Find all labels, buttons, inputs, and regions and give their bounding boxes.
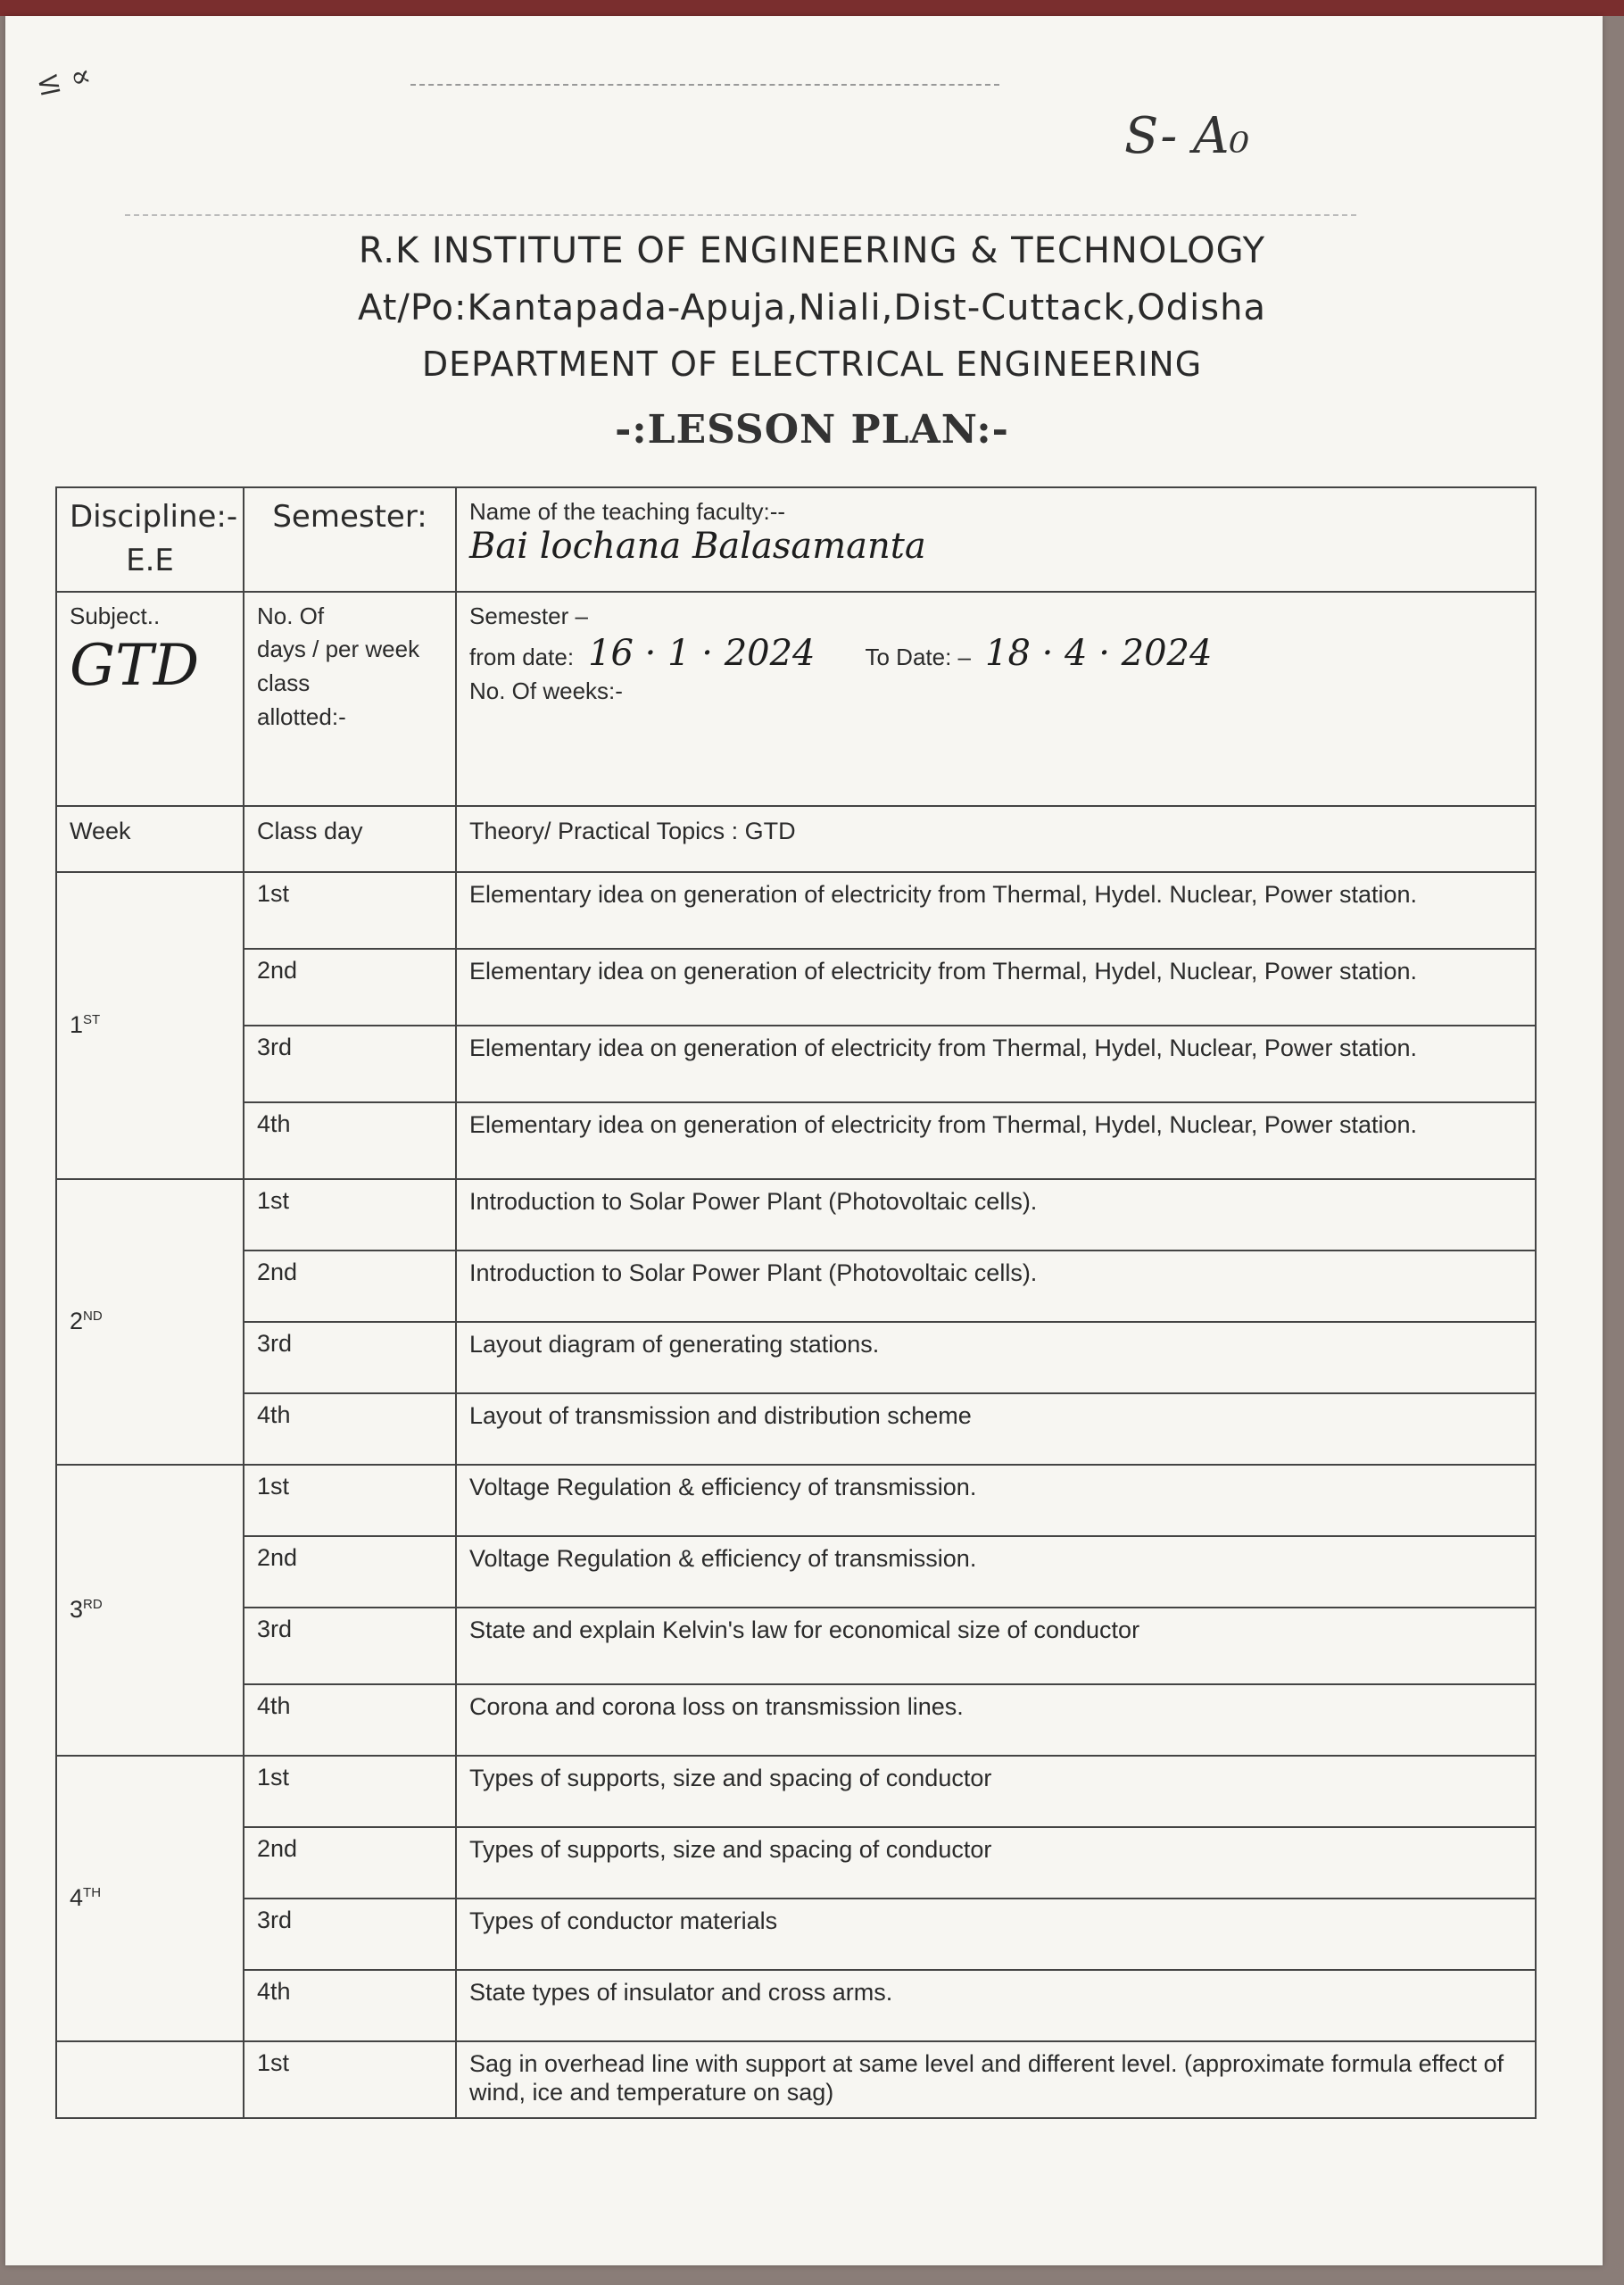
faculty-label: Name of the teaching faculty:--: [469, 498, 786, 525]
lesson-plan-table: [55, 486, 1537, 2119]
from-date-label: from date:: [469, 644, 575, 671]
topic-cell: State types of insulator and cross arms.: [456, 1970, 1536, 2041]
class-day-cell: 4th: [244, 1393, 456, 1465]
discipline-cell: [56, 487, 244, 592]
date-line: [469, 633, 1522, 675]
class-day-cell: 2nd: [244, 949, 456, 1026]
table-row: [56, 1756, 1536, 1827]
topic-cell: Types of supports, size and spacing of conductor: [456, 1827, 1536, 1899]
discipline-value: E.E: [126, 543, 174, 579]
subject-value: GTD: [70, 633, 200, 700]
department-name: DEPARTMENT OF ELECTRICAL ENGINEERING: [421, 345, 1203, 384]
table-row: [56, 1102, 1536, 1179]
table-row: [56, 1322, 1536, 1393]
days-label-line2: days / per week: [257, 636, 420, 663]
class-day-cell: 4th: [244, 1970, 456, 2041]
semester-label: Semester:: [272, 499, 427, 535]
table-row: [56, 949, 1536, 1026]
topic-cell: Voltage Regulation & efficiency of transmission.: [456, 1536, 1536, 1608]
week-number: 3: [70, 1596, 84, 1624]
weeks-label: No. Of weeks:-: [469, 677, 623, 704]
topic-cell: Layout of transmission and distribution scheme: [456, 1393, 1536, 1465]
class-day-cell: 2nd: [244, 1827, 456, 1899]
semester-from-label: Semester –: [469, 602, 588, 629]
table-row: [56, 1970, 1536, 2041]
class-day-cell: 1st: [244, 1465, 456, 1536]
document-title: -:LESSON PLAN:-: [615, 407, 1009, 453]
topic-cell: Sag in overhead line with support at same level and different level. (approximate formula effect of wind, ice and temperature on sag): [456, 2041, 1536, 2118]
institute-address: At/Po:Kantapada-Apuja,Niali,Dist-Cuttack,Odisha: [358, 287, 1266, 328]
topic-cell: State and explain Kelvin's law for economical size of conductor: [456, 1608, 1536, 1684]
class-day-cell: 3rd: [244, 1899, 456, 1970]
to-date-value: 18 · 4 · 2024: [985, 633, 1213, 675]
table-row: [56, 2041, 1536, 2118]
divider-line: [125, 214, 1356, 216]
from-date-value: 16 · 1 · 2024: [588, 633, 816, 675]
table-row: [56, 1465, 1536, 1536]
faculty-cell: [456, 487, 1536, 592]
topic-cell: Voltage Regulation & efficiency of transmission.: [456, 1465, 1536, 1536]
discipline-label: Discipline:-: [70, 499, 238, 535]
week-ordinal-suffix: TH: [83, 1885, 102, 1901]
class-day-cell: 3rd: [244, 1026, 456, 1102]
column-header-row: [56, 806, 1536, 872]
week-cell: [56, 2041, 244, 2118]
table-row: [56, 1684, 1536, 1756]
class-day-cell: 1st: [244, 872, 456, 949]
week-cell: [56, 1756, 244, 2041]
table-row: [56, 1179, 1536, 1251]
topic-cell: Corona and corona loss on transmission lines.: [456, 1684, 1536, 1756]
topic-cell: Types of supports, size and spacing of conductor: [456, 1756, 1536, 1827]
week-number: 2: [70, 1308, 84, 1335]
week-column-header: Week: [56, 806, 244, 872]
class-day-cell: 2nd: [244, 1536, 456, 1608]
class-day-cell: 3rd: [244, 1322, 456, 1393]
institute-name: R.K INSTITUTE OF ENGINEERING & TECHNOLOGY: [358, 230, 1266, 271]
table-row: [56, 1899, 1536, 1970]
topic-cell: Layout diagram of generating stations.: [456, 1322, 1536, 1393]
class-day-cell: 1st: [244, 1756, 456, 1827]
page-code: S- A₀: [1124, 107, 1250, 165]
days-label-line4: allotted:-: [257, 702, 346, 730]
class-day-column-header: Class day: [244, 806, 456, 872]
days-label-line1: No. Of: [257, 602, 325, 629]
topic-cell: Introduction to Solar Power Plant (Photovoltaic cells).: [456, 1179, 1536, 1251]
week-cell: [56, 872, 244, 1179]
table-row: [56, 1827, 1536, 1899]
dates-cell: [456, 592, 1536, 806]
table-row: [56, 1536, 1536, 1608]
table-row: [56, 1026, 1536, 1102]
topic-cell: Elementary idea on generation of electricity from Thermal, Hydel, Nuclear, Power station.: [456, 1026, 1536, 1102]
days-cell: [244, 592, 456, 806]
faculty-name: Bai lochana Balasamanta: [469, 525, 926, 567]
background-edge: [0, 0, 1624, 16]
class-day-cell: 4th: [244, 1684, 456, 1756]
table-row: [56, 1251, 1536, 1322]
topic-cell: Types of conductor materials: [456, 1899, 1536, 1970]
week-cell: [56, 1179, 244, 1465]
week-cell: [56, 1465, 244, 1756]
divider-line: [410, 84, 999, 86]
subject-label: Subject..: [70, 602, 161, 629]
class-day-cell: 2nd: [244, 1251, 456, 1322]
topics-column-header: Theory/ Practical Topics : GTD: [456, 806, 1536, 872]
topic-cell: Elementary idea on generation of electricity from Thermal, Hydel. Nuclear, Power station.: [456, 872, 1536, 949]
subject-cell: [56, 592, 244, 806]
days-label-line3: class: [257, 669, 311, 696]
week-number: 4: [70, 1884, 84, 1912]
table-row: [56, 1393, 1536, 1465]
header-row-1: [56, 487, 1536, 592]
week-ordinal-suffix: ND: [83, 1309, 103, 1325]
semester-cell: [244, 487, 456, 592]
table-row: [56, 1608, 1536, 1684]
class-day-cell: 1st: [244, 1179, 456, 1251]
topic-cell: Introduction to Solar Power Plant (Photovoltaic cells).: [456, 1251, 1536, 1322]
topic-cell: Elementary idea on generation of electricity from Thermal, Hydel, Nuclear, Power station.: [456, 949, 1536, 1026]
week-number: 1: [70, 1011, 84, 1039]
class-day-cell: 1st: [244, 2041, 456, 2118]
to-date-label: To Date: –: [865, 644, 972, 671]
week-ordinal-suffix: RD: [83, 1597, 103, 1613]
class-day-cell: 3rd: [244, 1608, 456, 1684]
topic-cell: Elementary idea on generation of electricity from Thermal, Hydel, Nuclear, Power station.: [456, 1102, 1536, 1179]
corner-handwritten-mark: ≤ ∝: [32, 56, 95, 104]
week-ordinal-suffix: ST: [83, 1012, 101, 1028]
table-row: [56, 872, 1536, 949]
class-day-cell: 4th: [244, 1102, 456, 1179]
header-row-2: [56, 592, 1536, 806]
